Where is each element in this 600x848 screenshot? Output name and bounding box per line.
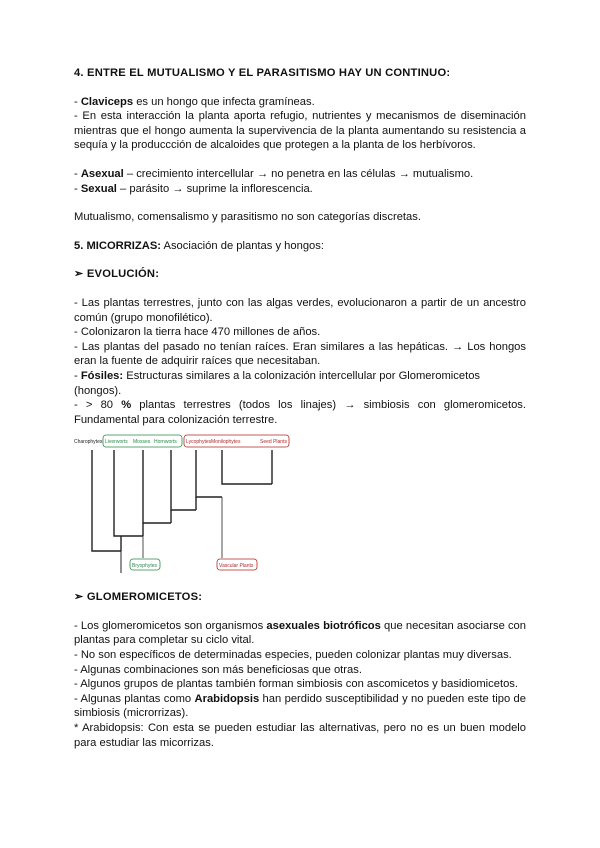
taxon-label-liverworts: Liverworts <box>105 439 128 446</box>
glomero-heading: ➢ GLOMEROMICETOS: <box>74 591 203 604</box>
glomero-item-1 <box>74 619 526 648</box>
clade-connectors <box>121 497 196 551</box>
glomero-item-3: - Algunas combinaciones son más beneficiosas que otras. <box>74 663 362 676</box>
glomero-item1-bold: asexuales biotróficos <box>266 619 381 632</box>
phylogeny-svg <box>74 433 324 579</box>
evolution-item-2: - Colonizaron la tierra hace 470 millones de años. <box>74 326 321 339</box>
item5-bold: % <box>121 399 132 412</box>
sexual-text: – parásito → suprime la inflorescencia. <box>116 182 313 195</box>
taxon-label-seed-plants: Seed Plants <box>260 439 287 446</box>
branch-monilophytes <box>222 450 272 484</box>
interaction-paragraph: - En esta interacción la planta aporta refugio, nutrientes y mecanismos de diseminación mientras que el hongo aumenta la supervivencia de la planta aumentando su resistencia a sequía y la produccción de alcaloides que protegen a la planta de los herbívoros. <box>74 110 526 152</box>
fossils-text: Estructuras similares a la colonización intercellular por Glomeromicetos (hongos). <box>74 369 481 397</box>
branch-hornworts <box>171 450 196 510</box>
continuum-paragraph: Mutualismo, comensalismo y parasitismo no son categorías discretas. <box>74 211 421 224</box>
glomero-item1-suffix: que necesitan asociarse con plantas para completar su ciclo vital. <box>74 619 526 647</box>
item5-text: plantas terrestres (todos los linajes) → simbiosis con glomeromicetos. Fundamental para colonización terrestre. <box>74 399 527 426</box>
document-page <box>74 66 526 750</box>
taxon-label-mosses: Mosses <box>133 439 151 446</box>
bryophytes-clade-label: Bryophytes <box>132 563 158 570</box>
sexual-line: - Sexual – parásito → suprime la inflorescencia. <box>74 182 313 195</box>
vascular-clade-label: Vascular Plants <box>219 563 254 570</box>
taxon-label-charophytes: Charophytes <box>74 439 103 446</box>
glomero-item5-suffix: han perdido susceptibilidad y no pueden este tipo de simbiosis (microrrizas). <box>74 692 527 720</box>
sexual-term: Sexual <box>80 182 117 195</box>
evolution-item-4: - Fósiles: Estructuras similares a la colonización intercellular por Glomeromicetos (hongos). <box>74 369 481 397</box>
asexual-text: – crecimiento intercellular → no penetra en las células → mutualismo. <box>123 167 474 180</box>
evolution-item-5 <box>74 398 526 427</box>
glomero-item1-prefix: - Los glomeromicetos son organismos <box>74 619 267 632</box>
asexual-line: - Asexual – crecimiento intercellular → no penetra en las células → mutualismo. <box>74 167 474 180</box>
evolution-item-3: - Las plantas del pasado no tenían raíces. Eran similares a las hepáticas. → Los hongos eran la fuente de adquirir raíces que necesitaban. <box>74 340 526 368</box>
glomero-item-4: - Algunos grupos de plantas también forman simbiosis con ascomicetos y basidiomicetos. <box>74 678 518 691</box>
section5-heading: 5. MICORRIZAS: <box>74 239 162 252</box>
claviceps-line: - Claviceps es un hongo que infecta gramíneas. <box>74 95 315 108</box>
section4-heading: 4. ENTRE EL MUTUALISMO Y EL PARASITISMO HAY UN CONTINUO: <box>74 67 451 79</box>
taxon-label-hornworts: Hornworts <box>154 439 177 446</box>
section5-heading-line <box>74 239 526 254</box>
claviceps-text: es un hongo que infecta gramíneas. <box>133 95 315 108</box>
item5-prefix: - > 80 <box>74 399 122 412</box>
cladogram-lines <box>92 450 272 573</box>
branch-lycophytes <box>196 450 222 497</box>
glomero-item-5 <box>74 692 526 721</box>
taxon-label-lycophytes: Lycophytes <box>186 439 212 446</box>
glomero-item-2: - No son específicos de determinadas especies, pueden colonizar plantas muy diversas. <box>74 649 512 662</box>
glomero-item5-bold: Arabidopsis <box>194 692 260 705</box>
branch-liverworts <box>114 450 143 536</box>
phylogeny-diagram <box>74 433 526 579</box>
evolution-heading: ➢ EVOLUCIÓN: <box>74 268 160 281</box>
taxon-label-monilophytes: Monilophytes <box>211 439 241 446</box>
arabidopsis-note: * Arabidopsis: Con esta se pueden estudiar las alternativas, pero no es un buen modelo para estudiar las micorrizas. <box>74 722 526 749</box>
evolution-item-1: - Las plantas terrestres, junto con las algas verdes, evolucionaron a partir de un ancestro común (grupo monofilético). <box>74 296 526 324</box>
fossils-term: Fósiles: <box>80 369 124 382</box>
asexual-term: Asexual <box>80 167 124 180</box>
branch-mosses <box>143 450 171 523</box>
glomero-item5-prefix: - Algunas plantas como <box>74 692 195 705</box>
claviceps-term: Claviceps <box>80 95 134 108</box>
section5-heading-rest: Asociación de plantas y hongos: <box>161 239 324 252</box>
